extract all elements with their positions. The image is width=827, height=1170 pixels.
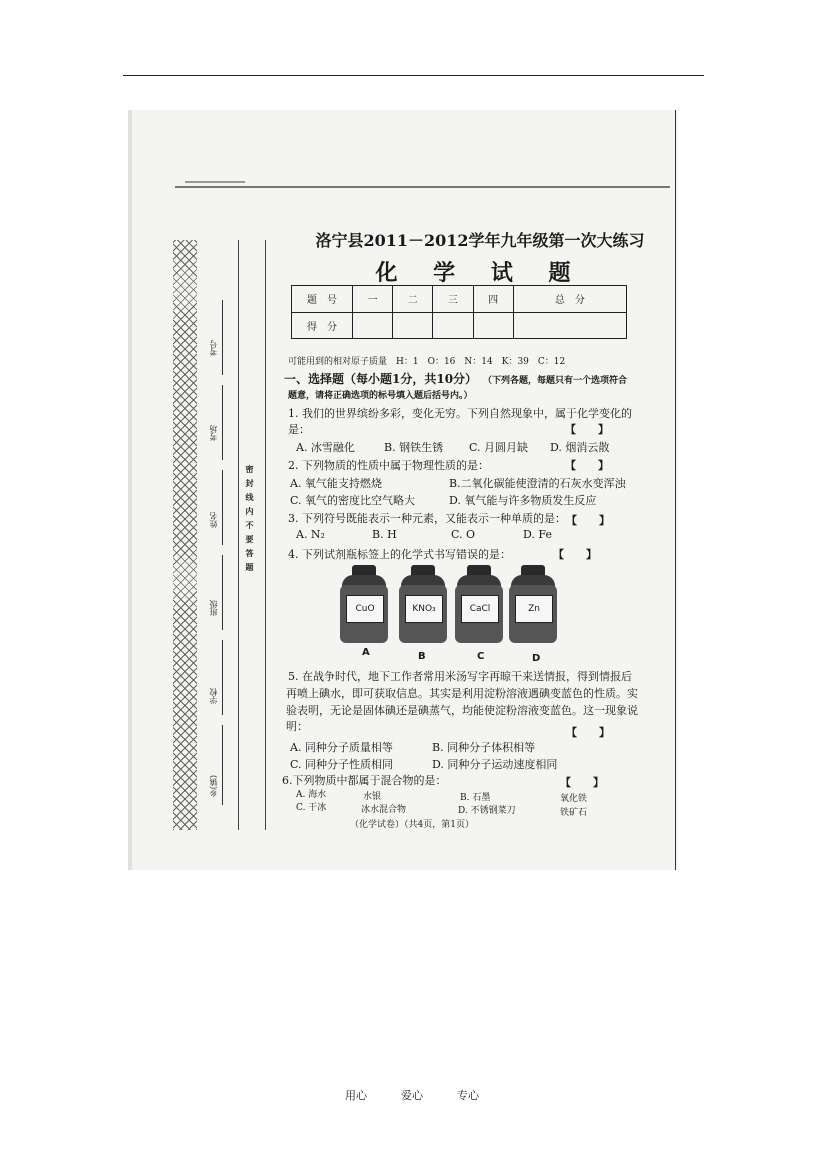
q5-option-d: D. 同种分子运动速度相同	[432, 758, 558, 771]
q6-option-c: C. 干冰	[296, 803, 327, 813]
binding-line-outer	[238, 240, 239, 830]
score-table-cell: 三	[433, 286, 473, 313]
q2-option-c: C. 氧气的密度比空气略大	[290, 494, 416, 507]
section-heading: 一、选择题（每小题1分，共10分）	[284, 372, 478, 386]
field-school-label: 学校	[209, 688, 218, 704]
q3-option-c: C. O	[451, 528, 476, 541]
q1-stem: 1. 我们的世界缤纷多彩，变化无穷。下列自然现象中，属于化学变化的	[288, 407, 632, 420]
reagent-bottle-b	[399, 565, 447, 643]
scan-top-stroke-short	[185, 181, 245, 183]
subject-title: 化 学 试 题	[375, 260, 585, 286]
section-note-b: 题意，请将正确选项的标号填入题后括号内。）	[288, 391, 473, 401]
binding-line-inner	[265, 240, 266, 830]
footer-word-1: 用心	[345, 1089, 367, 1102]
field-exam-room-line	[222, 385, 223, 460]
q2-answer-bracket[interactable]: 【 】	[565, 459, 609, 472]
score-input-cell[interactable]	[513, 312, 626, 339]
q3-option-d: D. Fe	[523, 528, 552, 541]
q2-option-d: D. 氧气能与许多物质发生反应	[449, 494, 597, 507]
reagent-bottle-d	[509, 565, 557, 643]
scan-top-stroke	[175, 186, 670, 188]
score-table-cell: 题 号	[292, 286, 353, 313]
q6-option-c-item2: 冰水混合物	[361, 805, 407, 815]
q2-option-b: B.二氧化碳能使澄清的石灰水变浑浊	[449, 477, 626, 490]
score-table	[291, 285, 627, 339]
q3-answer-bracket[interactable]: 【 】	[566, 514, 610, 527]
score-input-cell[interactable]	[393, 312, 433, 339]
q5-option-b: B. 同种分子体积相等	[432, 741, 536, 754]
q5-stem-line3: 验表明，无论是固体碘还是碘蒸气，均能使淀粉溶液变蓝色。这一现象说	[286, 704, 638, 717]
score-table-cell: 得 分	[292, 312, 353, 339]
q6-stem: 6.下列物质中都属于混合物的是：	[282, 774, 447, 787]
q1-option-d: D. 烟消云散	[550, 441, 610, 454]
q6-option-a: A. 海水	[296, 790, 327, 800]
bottle-formula-label: Zn	[515, 595, 553, 623]
field-exam-number-line	[222, 300, 223, 375]
bottle-letter-a: A	[362, 647, 370, 658]
q5-option-a: A. 同种分子质量相等	[290, 741, 393, 754]
q5-answer-bracket[interactable]: 【 】	[566, 726, 610, 739]
atomic-mass-note: 可能用到的相对原子质量 H：1 O：16 N：14 K：39 C：12	[288, 357, 566, 367]
field-township-line	[222, 725, 223, 805]
q6-answer-bracket[interactable]: 【 】	[560, 776, 604, 789]
footer-word-3: 专心	[457, 1089, 479, 1102]
q2-stem: 2. 下列物质的性质中属于物理性质的是：	[288, 459, 489, 472]
q4-stem: 4. 下列试剂瓶标签上的化学式书写错误的是：	[288, 548, 511, 561]
binding-pattern	[173, 240, 197, 830]
score-input-cell[interactable]	[473, 312, 513, 339]
bottle-letter-b: B	[418, 651, 426, 662]
field-township-label: 乡(镇)	[209, 775, 218, 798]
bottle-formula-label: KNO₃	[405, 595, 443, 623]
q6-option-a-item2: 水银	[363, 792, 382, 802]
q3-option-b: B. H	[372, 528, 397, 541]
exam-title: 洛宁县2011－2012学年九年级第一次大练习	[315, 231, 645, 250]
score-input-cell[interactable]	[433, 312, 473, 339]
bottle-formula-label: CuO	[346, 595, 384, 623]
field-exam-room-label: 考场	[209, 425, 218, 441]
q6-option-d: D. 不锈钢菜刀	[458, 806, 516, 816]
bottle-formula-label: CaCl	[461, 595, 499, 623]
q5-option-c: C. 同种分子性质相同	[290, 758, 394, 771]
q1-answer-bracket[interactable]: 【 】	[565, 423, 609, 436]
q6-option-b: B. 石墨	[460, 793, 491, 803]
score-input-cell[interactable]	[353, 312, 393, 339]
score-table-cell: 二	[393, 286, 433, 313]
q1-option-b: B. 钢铁生锈	[384, 441, 444, 454]
q5-stem-line2: 再喷上碘水，即可获取信息。其实是利用淀粉溶液遇碘变蓝色的性质。实	[286, 687, 638, 700]
field-class-label: 班级	[209, 600, 218, 616]
q1-stem-cont: 是：	[288, 423, 310, 436]
q2-option-a: A. 氧气能支持燃烧	[290, 477, 382, 490]
q4-answer-bracket[interactable]: 【 】	[553, 548, 597, 561]
field-exam-number-label: 考号	[209, 340, 218, 356]
score-table-score-row	[292, 312, 627, 339]
section-note-a: （下列各题，每题只有一个选项符合	[483, 376, 628, 386]
score-table-cell: 一	[353, 286, 393, 313]
field-name-label: 姓名	[209, 512, 218, 528]
q6-option-b-item2: 氧化铁	[560, 794, 588, 804]
q3-option-a: A. N₂	[296, 528, 325, 541]
reagent-bottle-a	[340, 565, 388, 643]
field-name-line	[222, 470, 223, 545]
bottle-letter-c: C	[477, 651, 485, 662]
bottle-letter-d: D	[532, 653, 541, 664]
exam-page-footer: （化学试卷）（共4页，第1页）	[350, 820, 474, 830]
q5-stem-line4: 明：	[286, 720, 308, 733]
top-rule	[123, 75, 704, 76]
scan-left-edge	[128, 110, 132, 870]
field-school-line	[222, 640, 223, 715]
field-class-line	[222, 555, 223, 630]
q3-stem: 3. 下列符号既能表示一种元素，又能表示一种单质的是：	[288, 512, 566, 525]
reagent-bottle-c	[455, 565, 503, 643]
seal-line-warning: 密封线内不要答题	[245, 465, 255, 577]
q1-option-a: A. 冰雪融化	[296, 441, 355, 454]
score-table-cell: 四	[473, 286, 513, 313]
q1-option-c: C. 月圆月缺	[469, 441, 529, 454]
score-table-header-row	[292, 286, 627, 313]
q6-option-d-item2: 铁矿石	[560, 808, 588, 818]
footer-word-2: 爱心	[401, 1089, 423, 1102]
q5-stem-line1: 5. 在战争时代，地下工作者常用米汤写字再晾干来送情报，得到情报后	[288, 670, 632, 683]
score-table-cell: 总 分	[513, 286, 626, 313]
scan-right-border	[675, 110, 676, 870]
